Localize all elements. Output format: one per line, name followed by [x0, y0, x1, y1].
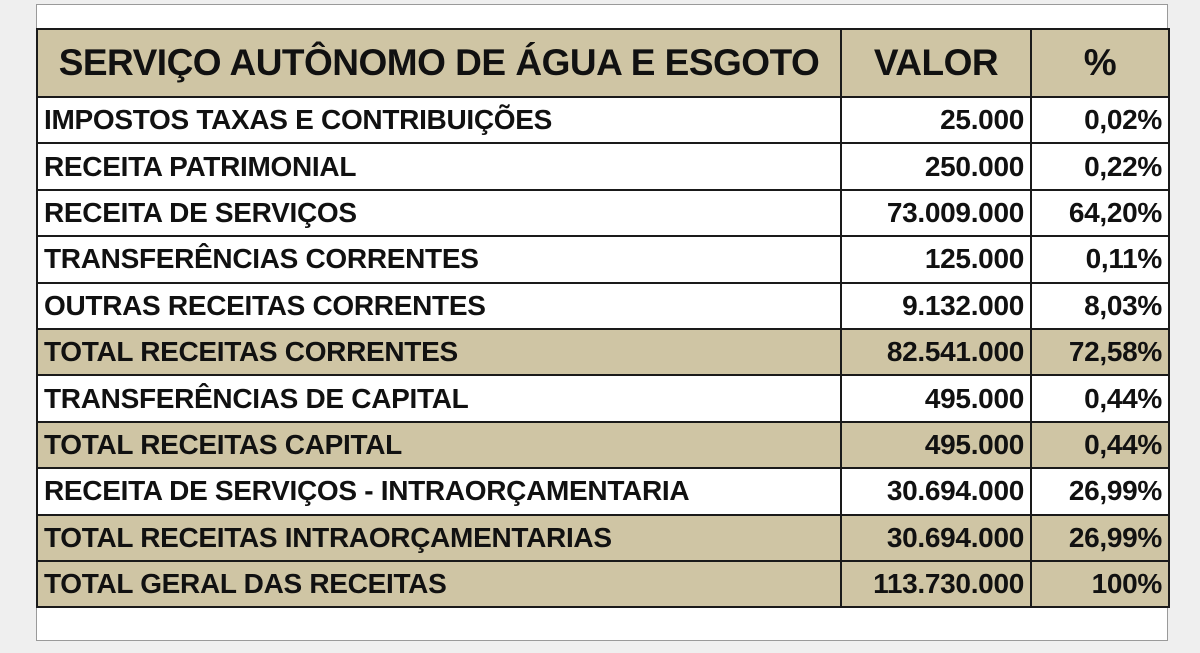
row-value: 73.009.000 — [841, 190, 1031, 236]
total-row — [37, 515, 1169, 561]
revenue-table — [36, 28, 1170, 608]
row-label: TOTAL GERAL DAS RECEITAS — [37, 561, 841, 607]
table-row — [37, 283, 1169, 329]
row-percent: 0,44% — [1031, 422, 1169, 468]
row-percent: 100% — [1031, 561, 1169, 607]
row-percent: 64,20% — [1031, 190, 1169, 236]
table-row — [37, 468, 1169, 514]
total-row — [37, 422, 1169, 468]
row-label: RECEITA DE SERVIÇOS — [37, 190, 841, 236]
row-value: 9.132.000 — [841, 283, 1031, 329]
row-label: TOTAL RECEITAS CORRENTES — [37, 329, 841, 375]
row-value: 30.694.000 — [841, 468, 1031, 514]
row-percent: 8,03% — [1031, 283, 1169, 329]
row-value: 113.730.000 — [841, 561, 1031, 607]
table-row — [37, 143, 1169, 189]
table-body — [37, 97, 1169, 607]
total-row — [37, 561, 1169, 607]
row-label: RECEITA DE SERVIÇOS - INTRAORÇAMENTARIA — [37, 468, 841, 514]
row-percent: 26,99% — [1031, 515, 1169, 561]
row-value: 82.541.000 — [841, 329, 1031, 375]
table-title: SERVIÇO AUTÔNOMO DE ÁGUA E ESGOTO — [37, 29, 841, 97]
row-percent: 26,99% — [1031, 468, 1169, 514]
row-label: IMPOSTOS TAXAS E CONTRIBUIÇÕES — [37, 97, 841, 143]
table-row — [37, 190, 1169, 236]
row-label: TRANSFERÊNCIAS CORRENTES — [37, 236, 841, 282]
total-row — [37, 329, 1169, 375]
row-value: 30.694.000 — [841, 515, 1031, 561]
row-value: 250.000 — [841, 143, 1031, 189]
table-header-row — [37, 29, 1169, 97]
value-column-header: VALOR — [841, 29, 1031, 97]
table-row — [37, 375, 1169, 421]
row-label: RECEITA PATRIMONIAL — [37, 143, 841, 189]
row-label: OUTRAS RECEITAS CORRENTES — [37, 283, 841, 329]
row-value: 495.000 — [841, 375, 1031, 421]
row-value: 495.000 — [841, 422, 1031, 468]
row-percent: 0,11% — [1031, 236, 1169, 282]
row-percent: 0,22% — [1031, 143, 1169, 189]
table-row — [37, 97, 1169, 143]
row-label: TOTAL RECEITAS INTRAORÇAMENTARIAS — [37, 515, 841, 561]
percent-column-header: % — [1031, 29, 1169, 97]
row-percent: 0,02% — [1031, 97, 1169, 143]
row-percent: 72,58% — [1031, 329, 1169, 375]
row-percent: 0,44% — [1031, 375, 1169, 421]
row-value: 25.000 — [841, 97, 1031, 143]
row-value: 125.000 — [841, 236, 1031, 282]
row-label: TRANSFERÊNCIAS DE CAPITAL — [37, 375, 841, 421]
table-row — [37, 236, 1169, 282]
row-label: TOTAL RECEITAS CAPITAL — [37, 422, 841, 468]
